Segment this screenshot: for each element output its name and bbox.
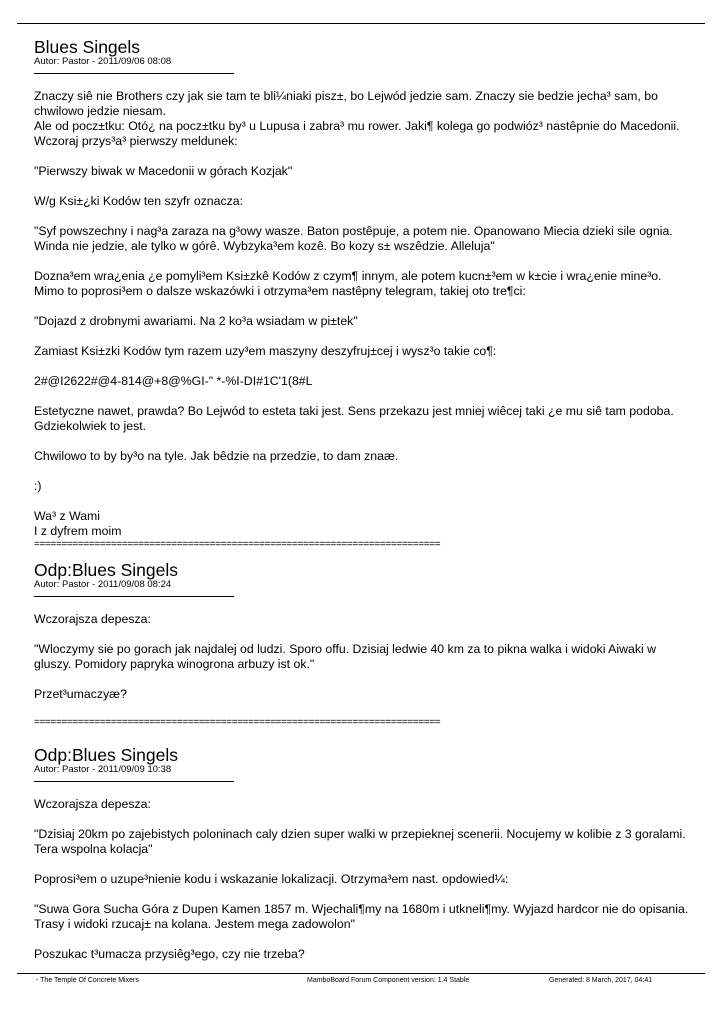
post-title: Blues Singels	[34, 37, 141, 57]
post-author-date: Autor: Pastor - 2011/09/09 10:38	[34, 764, 172, 775]
post-text-line: Wczorajsza depesza:	[34, 797, 151, 811]
post-title-separator	[34, 596, 234, 597]
post-text-line: Dozna³em wra¿enia ¿e pomyli³em Ksi±zkê Kodów z czym¶ innym, ale potem kucn±³em w k±cie i wra¿enie mine³o. Mimo to poprosi³em o dalsze wskazówki i otrzyma³em nastêpny telegram, takiej oto tre¶ci:	[34, 269, 662, 298]
post-text-line: "Wloczymy sie po gorach jak najdalej od ludzi. Sporo offu. Dzisiaj ledwie 40 km za to pikna walka i widoki Aiwaki w gluszy. Pomidory papryka winogrona arbuzy ist ok."	[34, 642, 656, 671]
post-text-line: Poprosi³em o uzupe³nienie kodu i wskazanie lokalizacji. Otrzyma³em nast. opdowied¼:	[34, 872, 509, 886]
footer-generated-date: Generated: 8 March, 2017, 04:41	[549, 977, 653, 984]
post-title: Odp:Blues Singels	[34, 745, 178, 765]
post-text-line: "Syf powszechny i nag³a zaraza na g³owy wasze. Baton postêpuje, a potem nie. Opanowano Miecia dzieki sile ognia. Winda nie jedzie, ale tylko w górê. Wybzyka³em kozê. Bo kozy s± wszêdzie. Alleluja"	[34, 224, 673, 253]
post-text-line: Wczorajsza depesza:	[34, 612, 151, 626]
post-paragraph	[34, 224, 694, 254]
footer-component-version: MamboBoard Forum Component version: 1.4 Stable	[307, 977, 470, 984]
post-text-line: Znaczy siê nie Brothers czy jak sie tam te bli¼niaki pisz±, bo Lejwód jedzie sam. Znaczy sie bedzie jecha³ sam, bo chwilowo jedzie niesam.	[34, 89, 658, 118]
post-text-line: W/g Ksi±¿ki Kodów ten szyfr oznacza:	[34, 194, 244, 208]
post-paragraph	[34, 164, 694, 179]
post-paragraph	[34, 269, 694, 299]
post-paragraph	[34, 194, 694, 209]
post-paragraph	[34, 89, 694, 149]
post-paragraph	[34, 687, 694, 702]
post-author-date: Autor: Pastor - 2011/09/06 08:08	[34, 56, 172, 67]
post-paragraph	[34, 404, 694, 434]
post-paragraph	[34, 509, 694, 539]
post-paragraph	[34, 872, 694, 887]
post-text-line: Przet³umaczyæ?	[34, 687, 127, 701]
post-text-line: Wa³ z Wami	[34, 509, 101, 523]
top-rule	[17, 23, 705, 24]
post-title-separator	[34, 73, 234, 74]
post-title: Odp:Blues Singels	[34, 560, 178, 580]
post-text-line: Zamiast Ksi±zki Kodów tym razem uzy³em maszyny deszyfruj±cej i wysz³o takie co¶:	[34, 344, 497, 358]
post-text-line: Ale od pocz±tku: Otó¿ na pocz±tku by³ u Lupusa i zabra³ mu rower. Jaki¶ kolega go podwióz³ nastêpnie do Macedonii. Wczoraj przys³a³ pierwszy meldunek:	[34, 119, 680, 148]
post-paragraph	[34, 344, 694, 359]
post-body	[34, 612, 694, 702]
post-text-line: "Pierwszy biwak w Macedonii w górach Kozjak"	[34, 164, 293, 178]
post-author-date: Autor: Pastor - 2011/09/08 08:24	[34, 579, 172, 590]
post-text-line: Poszukac t³umacza przysiêg³ego, czy nie trzeba?	[34, 947, 305, 961]
post-text-line: Chwilowo to by by³o na tyle. Jak bêdzie na przedzie, to dam znaæ.	[34, 449, 399, 463]
footer-rule	[17, 973, 705, 974]
post-text-line: "Dzisiaj 20km po zajebistych poloninach caly dzien super walki w przepieknej scenerii. Nocujemy w kolibie z 3 goralami. Tera wspolna kolacja"	[34, 827, 686, 856]
post-text-line: 2#@I2622#@4-814@+8@%GI-" *-%I-DI#1C'1(8#L	[34, 374, 313, 388]
post-paragraph	[34, 947, 694, 962]
post-text-line: I z dyfrem moim	[34, 524, 122, 538]
post-paragraph	[34, 612, 694, 627]
post-body	[34, 797, 694, 962]
post-text-line: Estetyczne nawet, prawda? Bo Lejwód to esteta taki jest. Sens przekazu jest mniej wiêcej taki ¿e mu siê tam podoba. Gdziekolwiek to jest.	[34, 404, 674, 433]
post-paragraph	[34, 827, 694, 857]
post-paragraph	[34, 374, 694, 389]
post-divider: ==========================================================================	[34, 717, 441, 728]
post-paragraph	[34, 797, 694, 812]
post-divider: ==========================================================================	[34, 539, 441, 550]
forum-post	[34, 38, 694, 550]
post-paragraph	[34, 314, 694, 329]
post-paragraph	[34, 449, 694, 464]
post-paragraph	[34, 902, 694, 932]
post-text-line: "Dojazd z drobnymi awariami. Na 2 ko³a wsiadam w pi±tek"	[34, 314, 358, 328]
post-paragraph	[34, 479, 694, 494]
post-paragraph	[34, 642, 694, 672]
post-title-separator	[34, 781, 234, 782]
post-body	[34, 89, 694, 539]
forum-post	[34, 746, 694, 977]
post-text-line: "Suwa Gora Sucha Góra z Dupen Kamen 1857 m. Wjechali¶my na 1680m i utkneli¶my. Wyjazd hardcor nie do opisania. Trasy i widoki rzucaj± na kolana. Jestem mega zadowolon"	[34, 902, 689, 931]
footer-site-name: - The Temple Of Concrete Mixers	[36, 977, 139, 984]
forum-post	[34, 561, 694, 728]
post-text-line: :)	[34, 479, 42, 493]
